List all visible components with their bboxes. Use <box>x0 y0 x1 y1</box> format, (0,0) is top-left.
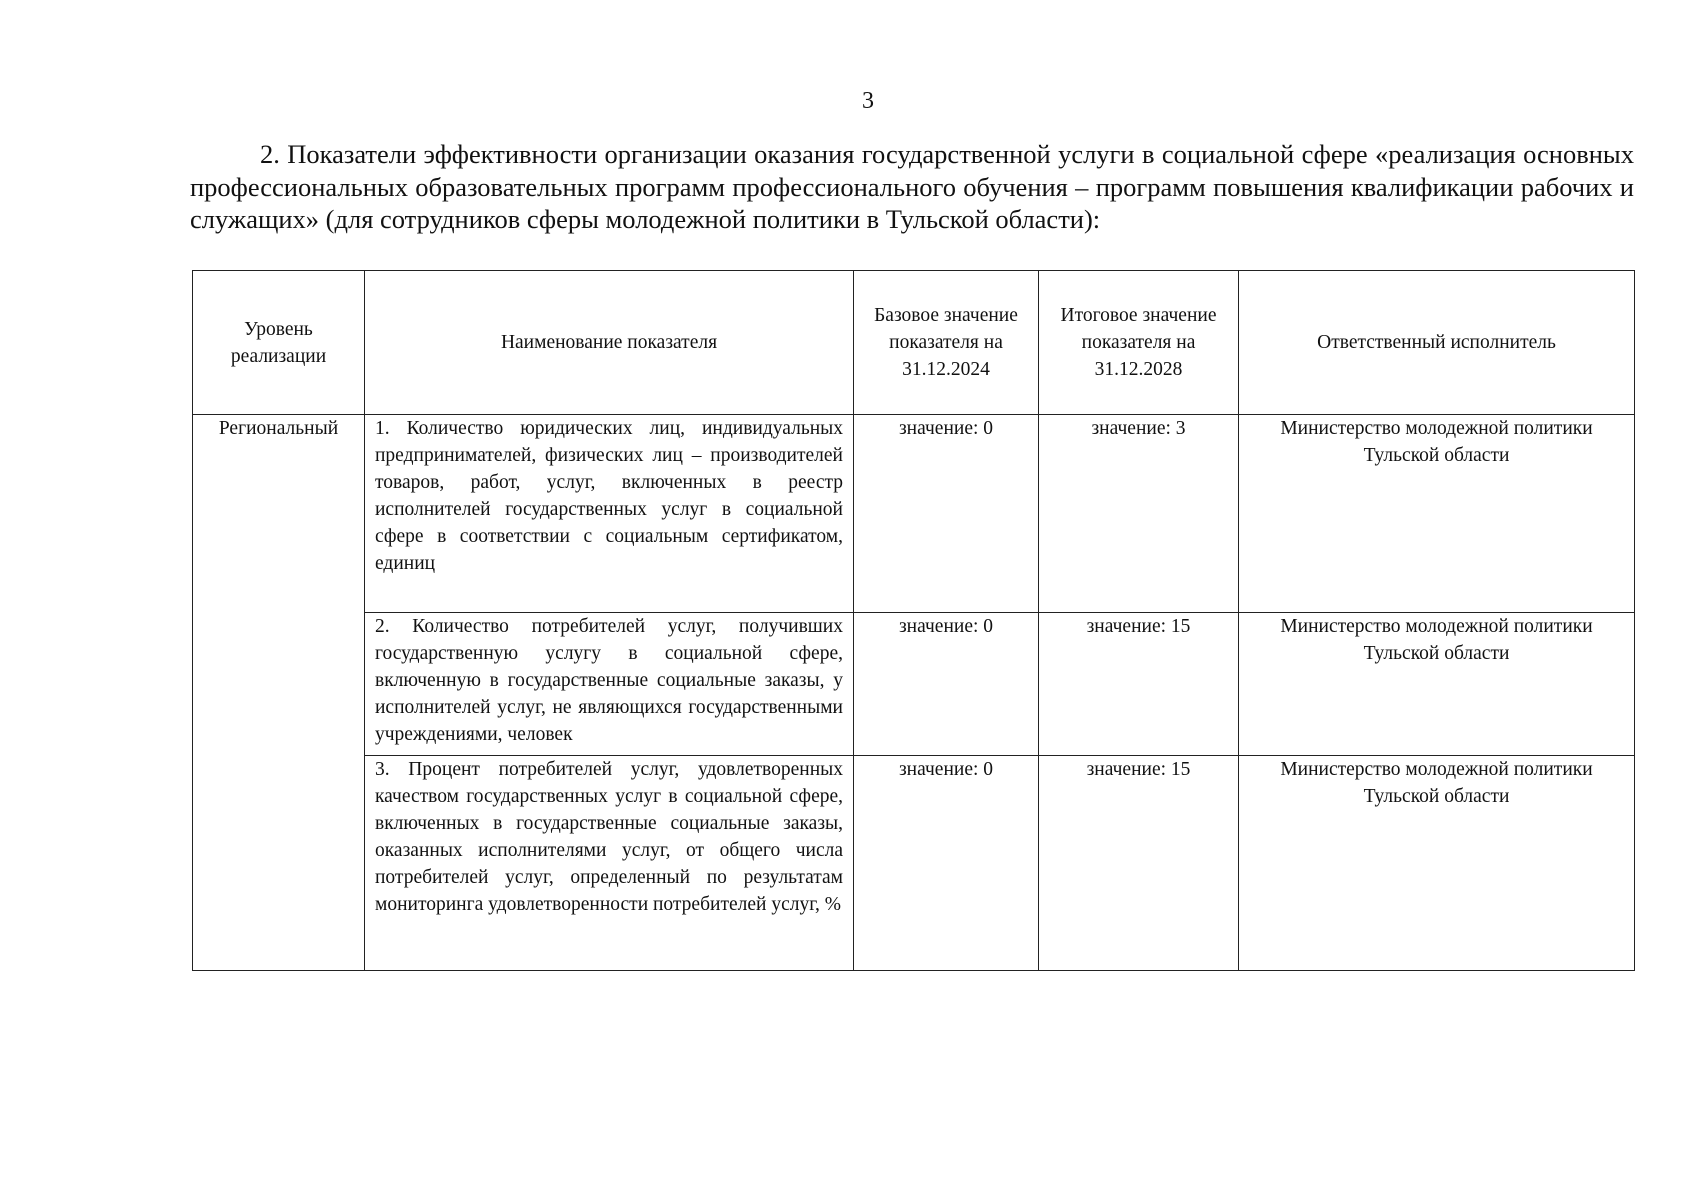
responsible-cell: Министерство молодежной политики Тульской области <box>1239 756 1635 971</box>
final-value-cell: значение: 15 <box>1039 756 1239 971</box>
indicators-table <box>192 270 1635 971</box>
base-value-cell: значение: 0 <box>854 415 1039 613</box>
indicator-name-cell: 2. Количество потребителей услуг, получивших государственную услугу в социальной сфере, включенную в государственные социальные заказы, у исполнителей услуг, не являющихся государственными учреждениями, человек <box>365 613 854 756</box>
header-base-value: Базовое значение показателя на 31.12.2024 <box>854 271 1039 415</box>
indicator-name-cell: 3. Процент потребителей услуг, удовлетворенных качеством государственных услуг в социальной сфере, включенных в государственные социальные заказы, оказанных исполнителями услуг, от общего числа потребителей услуг, определенный по результатам мониторинга удовлетворенности потребителей услуг, % <box>365 756 854 971</box>
header-level: Уровень реализации <box>193 271 365 415</box>
table-row <box>193 415 1635 613</box>
header-responsible: Ответственный исполнитель <box>1239 271 1635 415</box>
table-row <box>193 613 1635 756</box>
responsible-cell: Министерство молодежной политики Тульской области <box>1239 613 1635 756</box>
header-final-value: Итоговое значение показателя на 31.12.2028 <box>1039 271 1239 415</box>
final-value-cell: значение: 3 <box>1039 415 1239 613</box>
final-value-cell: значение: 15 <box>1039 613 1239 756</box>
table-header-row <box>193 271 1635 415</box>
indicator-name-cell: 1. Количество юридических лиц, индивидуальных предпринимателей, физических лиц – производителей товаров, работ, услуг, включенных в реестр исполнителей государственных услуг в социальной сфере в соответствии с социальным сертификатом, единиц <box>365 415 854 613</box>
responsible-cell: Министерство молодежной политики Тульской области <box>1239 415 1635 613</box>
page-number: 3 <box>862 88 874 114</box>
base-value-cell: значение: 0 <box>854 756 1039 971</box>
table-row <box>193 756 1635 971</box>
header-indicator-name: Наименование показателя <box>365 271 854 415</box>
base-value-cell: значение: 0 <box>854 613 1039 756</box>
section-heading: 2. Показатели эффективности организации оказания государственной услуги в социальной сфере «реализация основных профессиональных образовательных программ профессионального обучения – программ повышения квалификации рабочих и служащих» (для сотрудников сферы молодежной политики в Тульской области): <box>190 139 1634 234</box>
level-cell: Региональный <box>193 415 365 971</box>
